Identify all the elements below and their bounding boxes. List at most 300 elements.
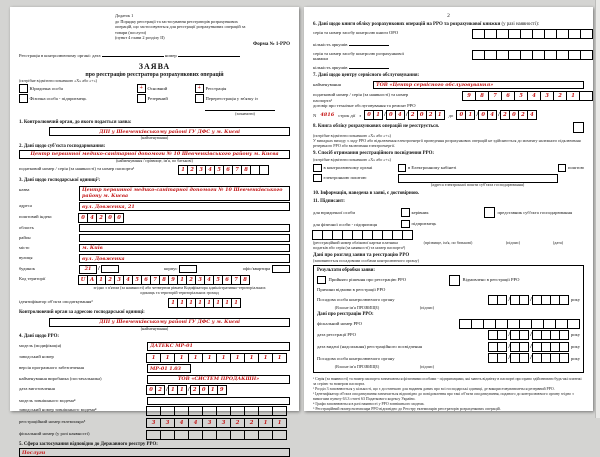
digit-cell[interactable]: 1: [177, 298, 187, 308]
field-label: фіскальний номер РРО: [317, 320, 362, 326]
annex-line: (пункт 4 глави 2 розділу ІІ): [115, 35, 165, 41]
digit-cell[interactable]: [519, 295, 529, 305]
digit-cell[interactable]: 1: [244, 353, 259, 363]
digit-cell[interactable]: [497, 330, 507, 340]
checkbox-by-post[interactable]: [558, 164, 567, 173]
application-sphere-field[interactable]: Послуги: [19, 448, 290, 457]
digit-cell[interactable]: 0: [417, 110, 427, 120]
digit-cell[interactable]: 0: [105, 213, 115, 223]
refusal-reasons-label: Причини відмови в реєстрації РРО: [317, 287, 386, 293]
digit-cell[interactable]: 1: [272, 353, 287, 363]
service-center-name-field[interactable]: ТОВ «Центр сервісного обслуговування»: [373, 81, 584, 90]
field-label: Код території: [19, 276, 46, 282]
slash: /: [530, 295, 532, 303]
section-10-title: 10. Інформація, наведена в заяві, є достовірною.: [313, 190, 420, 196]
digit-cell[interactable]: 3: [196, 165, 206, 175]
official-label: Посадова особа контролюючого органу: [317, 296, 395, 302]
digit-cell[interactable]: 1: [146, 353, 161, 363]
checkbox-reserve[interactable]: [137, 94, 146, 103]
slash: /: [405, 111, 408, 119]
digit-cell[interactable]: [230, 406, 245, 416]
rro-registration-date[interactable]: [489, 330, 569, 340]
caption: (реєстраційний номер облікової картки платника податків або серія (за наявності) та номер паспорта¹): [313, 240, 406, 251]
digit-cell[interactable]: 1: [435, 110, 445, 120]
street-field[interactable]: вул. Довженка: [79, 254, 290, 263]
digit-cell[interactable]: 4: [87, 213, 97, 223]
digit-cell[interactable]: 1: [465, 110, 475, 120]
section-2-title: 2. Дані щодо суб'єкта господарювання:: [19, 143, 106, 149]
digit-cell[interactable]: [216, 406, 231, 416]
digit-cell[interactable]: 9: [217, 385, 227, 395]
digit-cell[interactable]: 1: [174, 353, 189, 363]
fiscal-number-digit-boxes[interactable]: [147, 430, 287, 440]
reason-blank[interactable]: [205, 104, 275, 111]
sheets-count-line: кількість аркушів: [313, 39, 584, 48]
field-label: район: [19, 234, 31, 240]
tax-number-digit-boxes[interactable]: [179, 165, 269, 175]
section-1-title: 1. Контролюючий орган, до якого подається заява:: [19, 119, 132, 125]
form-number: Форма № 1-РРО: [252, 41, 290, 47]
manufacture-date[interactable]: [147, 385, 227, 395]
digit-cell[interactable]: 0: [478, 110, 488, 120]
digit-cell[interactable]: [188, 406, 203, 416]
number-label: номер: [164, 53, 177, 59]
caption: (Власне ім'я ПРІЗВИЩЕ): [334, 305, 380, 311]
digit-cell[interactable]: 1: [177, 275, 187, 285]
digit-cell[interactable]: 1: [168, 298, 178, 308]
digit-cell[interactable]: 2: [518, 110, 528, 120]
tax-number-label: податковий номер / серія (за наявності) та номер паспорта¹: [19, 166, 135, 172]
field-label: модель (модифікація): [19, 342, 62, 348]
digit-cell[interactable]: 4: [527, 110, 537, 120]
digit-cell[interactable]: [559, 353, 569, 363]
contract-line: [313, 110, 584, 120]
checkbox-label: Фізична особа - підприємець: [29, 95, 87, 101]
digit-cell[interactable]: U: [78, 275, 88, 285]
book-control-number-digit-boxes[interactable]: [473, 50, 593, 60]
certificate-issue-date[interactable]: [489, 342, 569, 352]
digit-cell[interactable]: [244, 430, 259, 440]
digit-cell[interactable]: 4: [123, 275, 133, 285]
digit-cell[interactable]: 1: [216, 353, 231, 363]
digit-cell[interactable]: [160, 406, 175, 416]
digit-cell[interactable]: 4: [188, 418, 203, 428]
caption: (підпис): [419, 305, 435, 311]
digit-cell[interactable]: [258, 406, 273, 416]
digit-cell[interactable]: 1: [373, 110, 383, 120]
digit-cell[interactable]: [497, 353, 507, 363]
slash: /: [166, 386, 168, 394]
field-label: ідентифікатор об'єкта оподаткування³: [19, 298, 93, 304]
digit-cell[interactable]: [146, 430, 161, 440]
digit-cell[interactable]: 1: [258, 353, 273, 363]
results-title: Результати обробки заяви:: [317, 268, 376, 274]
checkbox-refused[interactable]: [449, 275, 460, 286]
checkbox-label: Прийнято рішення про реєстрацію РРО: [328, 277, 407, 283]
digit-cell[interactable]: 0: [386, 110, 396, 120]
field-label: адреса: [19, 203, 32, 209]
digit-cell[interactable]: 5: [214, 165, 224, 175]
digit-cell[interactable]: 6: [223, 165, 233, 175]
number-blank[interactable]: [178, 50, 240, 57]
digit-cell[interactable]: [559, 330, 569, 340]
digit-cell[interactable]: 9: [168, 275, 178, 285]
checkbox-label: Основний: [147, 85, 168, 91]
slash: /: [187, 386, 190, 394]
section-9-title: 9. Спосіб отримання реєстраційного посвідчення РРО:: [313, 150, 435, 156]
digit-cell[interactable]: 1: [202, 353, 217, 363]
manufacturer-field[interactable]: ТОВ «СИСТЕМ ПРОДАКШН»: [147, 375, 290, 384]
sheets-count-line: кількість аркушів: [313, 62, 584, 71]
digit-cell[interactable]: 1: [208, 385, 218, 395]
caption: (прізвище, ім'я, по батькові): [423, 240, 473, 246]
digit-cell[interactable]: [244, 406, 259, 416]
digit-cell[interactable]: 1: [168, 385, 178, 395]
digit-cell[interactable]: 2: [96, 213, 106, 223]
digit-cell[interactable]: 2: [186, 275, 196, 285]
digit-cell[interactable]: 7: [488, 91, 502, 101]
digit-cell[interactable]: 8: [475, 91, 489, 101]
digit-cell[interactable]: A: [87, 275, 97, 285]
digit-cell[interactable]: 4: [204, 275, 214, 285]
field-label: найменування: [313, 81, 341, 87]
decision-date[interactable]: [489, 295, 569, 305]
slash: /: [98, 264, 100, 272]
digit-cell[interactable]: 7: [150, 275, 160, 285]
official-sign-date[interactable]: [489, 353, 569, 363]
controlling-authority-unit-field[interactable]: ДПІ у Шевченківському районі ГУ ДФС у м. Києві: [49, 318, 290, 327]
digit-cell[interactable]: 4: [395, 110, 405, 120]
sheets-blank[interactable]: [349, 62, 389, 69]
checkbox-label: Перереєстрація у зв'язку із: [205, 95, 258, 101]
field-label: будинок: [19, 265, 35, 271]
digit-cell[interactable]: [216, 430, 231, 440]
field-label: найменування виробника (постачальника): [19, 375, 102, 381]
digit-cell[interactable]: 3: [216, 418, 231, 428]
checkbox-in-authority[interactable]: [313, 164, 322, 173]
digit-cell[interactable]: [497, 342, 507, 352]
field-label: дата реєстрації РРО: [317, 332, 356, 338]
digit-cell[interactable]: 2: [187, 165, 197, 175]
building-part-field[interactable]: [101, 265, 119, 273]
checkbox-legal-entity[interactable]: [19, 84, 28, 93]
checkbox-head[interactable]: [401, 208, 410, 217]
digit-cell[interactable]: [559, 342, 569, 352]
section-3-title: 3. Дані щодо господарської одиниці²:: [19, 177, 101, 183]
instance-reg-number-digit-boxes[interactable]: [147, 418, 287, 428]
entity-type-checks: [19, 84, 290, 117]
slash: /: [384, 111, 386, 119]
form-page-2: [304, 7, 593, 411]
digit-cell[interactable]: [272, 406, 287, 416]
checkbox-entrepreneur[interactable]: [401, 220, 410, 229]
review-heading: Дані про розгляд заяви та реєстрацію РРО: [313, 253, 410, 258]
mark-note: (потрібне відмітити позначкою «Х» або «+»): [313, 156, 392, 162]
digit-cell[interactable]: 1: [188, 353, 203, 363]
digit-cell[interactable]: [188, 430, 203, 440]
digit-cell[interactable]: 2: [426, 110, 436, 120]
digit-cell[interactable]: [160, 430, 175, 440]
digit-cell[interactable]: 5: [132, 275, 142, 285]
digit-cell[interactable]: 2: [190, 385, 200, 395]
contract-from-date[interactable]: [365, 110, 445, 120]
contract-to-date[interactable]: [457, 110, 537, 120]
digit-cell[interactable]: 4: [487, 110, 497, 120]
digit-cell[interactable]: 1: [195, 298, 205, 308]
factory-number-digit-boxes[interactable]: [147, 353, 287, 363]
territory-caption: згідно з п'ятим (за наявності) або четвертим рівнем Кодифікатора адміністративно-територіальних одиниць та територій територіальних громад: [93, 285, 266, 296]
business-name-field[interactable]: Центр первинної медико-санітарної допомоги № 10 Шевченківського району м. Києва: [19, 150, 290, 159]
checkbox-label: в контролюючому органі: [323, 165, 373, 171]
annex-block: [115, 13, 290, 48]
year-label: року: [570, 332, 580, 338]
digit-cell[interactable]: [497, 295, 507, 305]
footnote-4: ⁴ Графи заповнюються в разі наявності у РРО зовнішнього модема.: [313, 402, 425, 407]
sheets-blank[interactable]: [349, 39, 389, 46]
digit-cell[interactable]: 1: [213, 298, 223, 308]
section-7-title: 7. Дані щодо центру сервісного обслуговування:: [313, 72, 420, 78]
digit-cell[interactable]: 1: [177, 385, 187, 395]
digit-cell[interactable]: [580, 50, 593, 60]
field-label: дата виготовлення: [19, 386, 55, 392]
slash: /: [530, 342, 532, 350]
digit-cell[interactable]: 1: [231, 298, 241, 308]
slash: /: [476, 111, 479, 119]
controlling-authority-unit-title: Контролюючий орган за адресою господарської одиниці:: [19, 310, 145, 316]
caption: (найменування): [140, 135, 169, 141]
digit-cell[interactable]: [579, 91, 593, 101]
digit-cell[interactable]: [230, 430, 245, 440]
annex-line: товари (послуги): [115, 29, 147, 35]
field-label: офіс/квартира: [242, 265, 270, 271]
check-col-entity: [19, 84, 137, 117]
digit-cell[interactable]: [402, 230, 413, 240]
field-label: дата видачі (надсилання) реєстраційного посвідчення: [317, 343, 422, 349]
contract-number[interactable]: 4816: [320, 112, 335, 119]
digit-cell[interactable]: [258, 430, 273, 440]
field-label: серія та номер засобу контролю розрахункової книжки: [313, 50, 404, 62]
field-label: для фізичної особи - підприємця: [313, 221, 378, 227]
check-col-kind: [137, 84, 195, 117]
caption: (найменування / прізвище, ім'я, по батькові): [116, 157, 193, 163]
field-label: корпус: [164, 265, 178, 271]
field-label: місто: [19, 244, 30, 250]
slash: /: [508, 354, 511, 362]
form-page-1: [10, 7, 299, 456]
field-label: назва: [19, 186, 30, 192]
unit-name-field[interactable]: Центр первинної медико-санітарної допомоги № 10 Шевченківського району м. Києва: [79, 186, 290, 201]
digit-cell[interactable]: [259, 165, 269, 175]
rayon-field[interactable]: [79, 234, 290, 242]
oro-control-number-digit-boxes[interactable]: [473, 29, 593, 39]
digit-cell[interactable]: 7: [231, 275, 241, 285]
digit-cell[interactable]: 1: [272, 418, 287, 428]
field-label: серія та номер засобу контролю книги ОРО: [313, 30, 399, 36]
oblast-field[interactable]: [79, 224, 290, 232]
from-label: з: [359, 112, 362, 118]
slash: /: [498, 111, 500, 119]
postal-code-digit-boxes[interactable]: [79, 213, 124, 223]
caption: (Власне ім'я ПРІЗВИЩЕ): [334, 364, 380, 369]
digit-cell[interactable]: 5: [213, 275, 223, 285]
digit-cell[interactable]: 8: [241, 165, 251, 175]
digit-cell[interactable]: 2: [105, 275, 115, 285]
digit-cell[interactable]: 8: [159, 275, 169, 285]
digit-cell[interactable]: 2: [500, 110, 510, 120]
digit-cell[interactable]: 7: [232, 165, 242, 175]
email-caption: (адреса електронної пошти суб'єкта господарювання): [430, 182, 525, 188]
checkbox-by-email[interactable]: [313, 174, 322, 183]
year-label: року: [570, 355, 580, 361]
digit-cell[interactable]: [174, 430, 189, 440]
checkbox-label: представник суб'єкта господарювання: [497, 209, 573, 215]
digit-cell[interactable]: [272, 430, 287, 440]
digit-cell[interactable]: 3: [146, 418, 161, 428]
field-label: область: [19, 225, 34, 231]
viewer-right-edge: [595, 0, 600, 418]
checkbox-label: Відмовлено в реєстрації РРО: [462, 277, 520, 283]
digit-cell[interactable]: [559, 295, 569, 305]
checkbox-e-cabinet[interactable]: [398, 164, 407, 173]
modem-serial-digit-boxes[interactable]: [147, 406, 287, 416]
checkbox-no-oro-book[interactable]: [573, 122, 584, 133]
digit-cell[interactable]: 8: [240, 275, 250, 285]
digit-cell[interactable]: 0: [364, 110, 374, 120]
digit-cell[interactable]: 3: [114, 275, 124, 285]
annex-line: до Порядку реєстрації та застосування реєстраторів розрахункових: [115, 18, 238, 24]
digit-cell[interactable]: 1: [230, 353, 245, 363]
specify-caption: (зазначити): [235, 111, 255, 117]
digit-cell[interactable]: 1: [258, 418, 273, 428]
city-field[interactable]: м. Київ: [79, 244, 290, 253]
digit-cell[interactable]: 9: [462, 91, 476, 101]
digit-cell[interactable]: 0: [114, 213, 124, 223]
digit-cell[interactable]: 4: [205, 165, 215, 175]
digit-cell[interactable]: 0: [456, 110, 466, 120]
checkbox-approved[interactable]: [317, 276, 326, 285]
digit-cell[interactable]: 1: [222, 298, 232, 308]
digit-cell[interactable]: 3: [160, 418, 175, 428]
digit-cell[interactable]: [519, 342, 529, 352]
digit-cell[interactable]: [174, 406, 189, 416]
digit-cell[interactable]: 0: [199, 385, 209, 395]
digit-cell[interactable]: [202, 430, 217, 440]
delivery-options: [313, 164, 584, 188]
field-label: для юридичної особи: [313, 210, 355, 216]
mark-note: (потрібне відмітити позначкою «Х» або «+»): [19, 77, 98, 83]
digit-cell[interactable]: 1: [178, 165, 188, 175]
signer-tax-digit-boxes[interactable]: [313, 230, 413, 240]
field-label: реєстраційний номер екземпляра⁵: [19, 419, 86, 425]
digit-cell[interactable]: 2: [230, 418, 245, 428]
territory-code-digit-boxes[interactable]: [79, 275, 250, 285]
section-4-title: 4. Дані щодо РРО:: [19, 334, 60, 340]
year-label: року: [570, 296, 580, 302]
footnote-3: ³ Ідентифікатор об'єкта оподаткування зазначається відповідно до повідомлення про такі об'єкти оподаткування, поданого до контролюючого органу згідно з вимогами пункту 63.3 статті 63 Податкового кодексу України.: [313, 392, 574, 402]
digit-cell[interactable]: 2: [408, 110, 418, 120]
mark-note: (потрібне відмітити позначкою «Х» або «+»): [313, 133, 392, 138]
digit-cell[interactable]: 1: [96, 275, 106, 285]
digit-cell[interactable]: 2: [155, 385, 165, 395]
address-field[interactable]: вул. Довженка, 21: [79, 202, 290, 211]
field-label: заводський номер зовнішнього модема⁴: [19, 407, 97, 413]
controlling-authority-field[interactable]: ДПІ у Шевченківському районі ГУ ДФС у м. Києві: [49, 127, 290, 136]
digit-cell[interactable]: 4: [174, 418, 189, 428]
digit-cell[interactable]: [519, 353, 529, 363]
digit-cell[interactable]: [202, 406, 217, 416]
digit-cell[interactable]: 1: [186, 298, 196, 308]
fiscal-number-rro-digit-boxes[interactable]: [460, 319, 580, 329]
review-box: [313, 265, 584, 373]
digit-cell[interactable]: [567, 319, 580, 329]
digit-cell[interactable]: 6: [222, 275, 232, 285]
caption: (підпис): [505, 240, 521, 246]
annex-line: операцій, що застосовуються для реєстрації розрахункових операцій за: [115, 24, 246, 30]
digit-cell[interactable]: 6: [501, 91, 515, 101]
digit-cell[interactable]: 0: [509, 110, 519, 120]
building-field[interactable]: 21: [79, 265, 97, 274]
digit-cell[interactable]: 4: [527, 91, 541, 101]
korpus-field[interactable]: [179, 265, 197, 273]
section-5-title: 5. Сфера застосування відповідно до Державного реєстру РРО:: [19, 442, 158, 448]
footnotes: [313, 377, 584, 413]
digit-cell[interactable]: [580, 29, 593, 39]
checkbox-individual[interactable]: [19, 94, 28, 103]
digit-cell[interactable]: 1: [160, 353, 175, 363]
software-version-field[interactable]: МР-01 1.03: [147, 364, 191, 373]
tax-object-id-digit-boxes[interactable]: [169, 298, 241, 308]
digit-cell[interactable]: 0: [78, 213, 88, 223]
digit-cell[interactable]: [519, 330, 529, 340]
section-8-note: У випадках виходу з ладу РРО або відключення електроенергії проведення розрахункових операцій не здійснюється до моменту належного підключення резервного РРО або включення електроенергії.: [313, 138, 581, 149]
slash: /: [530, 354, 532, 362]
digit-cell[interactable]: 0: [146, 385, 156, 395]
checkbox-label: поштою: [568, 165, 584, 171]
digit-cell[interactable]: 5: [514, 91, 528, 101]
digit-cell[interactable]: 2: [553, 91, 567, 101]
date-blank[interactable]: [102, 50, 164, 57]
digit-cell[interactable]: [146, 406, 161, 416]
checkbox-main[interactable]: +: [137, 84, 146, 93]
checkbox-registration[interactable]: +: [195, 84, 204, 93]
flat-field[interactable]: [272, 265, 290, 273]
checkbox-representative[interactable]: [484, 207, 495, 218]
official-label: Посадова особа контролюючого органу: [317, 355, 395, 361]
review-subheading: (заповнюється посадовими особами контролюючого органу): [313, 258, 419, 263]
field-label: податковий номер / серія (за наявності) та номер паспорта¹: [313, 92, 409, 103]
modem-model-field[interactable]: [147, 397, 290, 405]
digit-cell[interactable]: 2: [244, 418, 259, 428]
field-label: поштовий індекс: [19, 213, 53, 219]
digit-cell[interactable]: 3: [202, 418, 217, 428]
building-row: [19, 265, 290, 274]
rro-model-field[interactable]: ДАТЕКС МР-01: [147, 342, 290, 351]
checkbox-label: в Електронному кабінеті: [408, 165, 457, 171]
contract-n-label: N: [313, 112, 317, 118]
checkbox-reregistration[interactable]: [195, 94, 204, 103]
digit-cell[interactable]: 1: [204, 298, 214, 308]
to-label: до: [448, 112, 454, 118]
year-label: року: [570, 343, 580, 349]
digit-cell[interactable]: 3: [195, 275, 205, 285]
digit-cell[interactable]: 3: [540, 91, 554, 101]
digit-cell[interactable]: 1: [566, 91, 580, 101]
digit-cell[interactable]: 6: [141, 275, 151, 285]
service-center-tax-digit-boxes[interactable]: [463, 91, 593, 101]
annex-line: Додаток 1: [115, 13, 134, 18]
check-col-action: [195, 84, 290, 117]
slash: /: [530, 331, 532, 339]
